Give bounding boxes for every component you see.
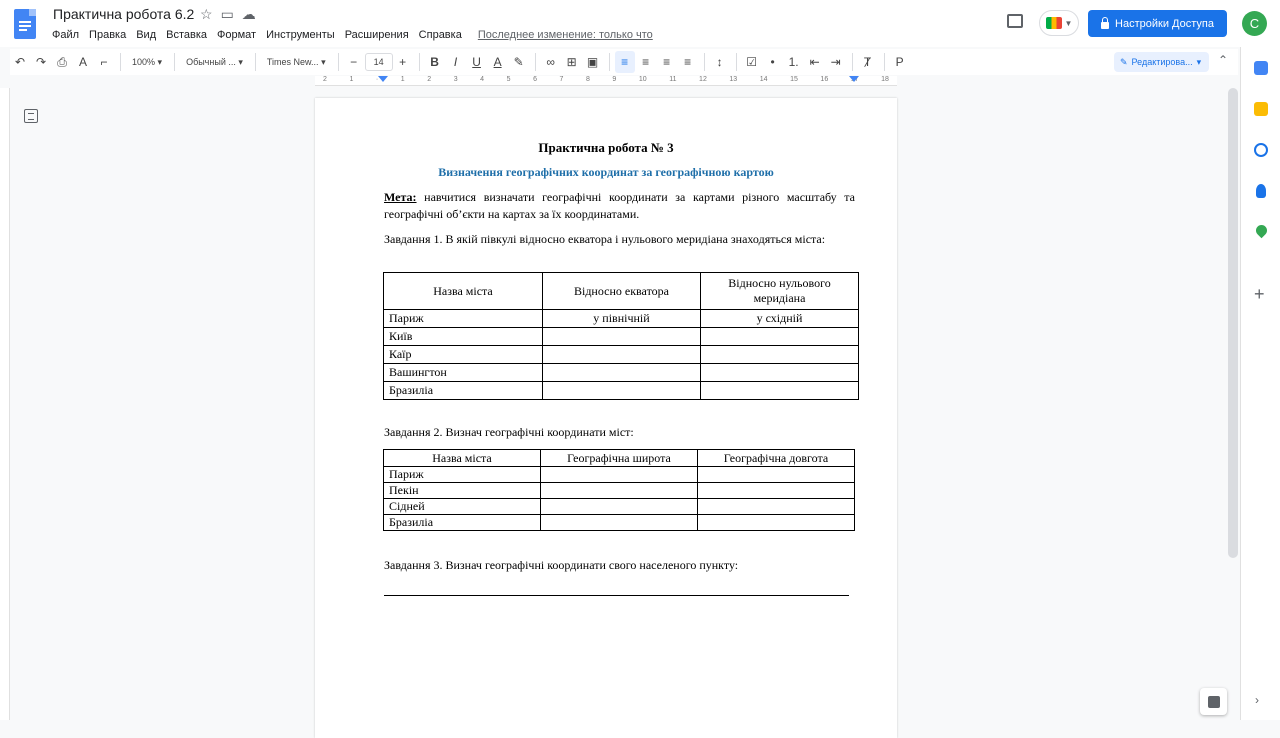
style-value: Обычный ... bbox=[186, 57, 236, 67]
collapse-menu-icon[interactable]: ⌃ bbox=[1218, 53, 1229, 67]
document-outline-icon[interactable] bbox=[24, 109, 38, 123]
ruler-tick: 9 bbox=[612, 76, 617, 83]
table-cell: Каїр bbox=[384, 346, 543, 364]
numbered-list-icon[interactable]: 1. bbox=[788, 55, 799, 69]
maps-icon[interactable] bbox=[1254, 223, 1270, 239]
align-right-icon[interactable]: ≡ bbox=[663, 55, 671, 69]
tasks-icon[interactable] bbox=[1254, 143, 1268, 157]
ruler-tick: 5 bbox=[506, 76, 511, 83]
ruler-tick: 3 bbox=[453, 76, 458, 83]
ruler-ticks bbox=[315, 76, 897, 86]
decrease-indent-icon[interactable]: ⇤ bbox=[809, 55, 820, 69]
explore-button[interactable] bbox=[1200, 688, 1227, 715]
undo-icon[interactable]: ↶ bbox=[14, 55, 26, 69]
menu-format[interactable]: Формат bbox=[217, 29, 257, 41]
table-cell bbox=[701, 346, 859, 364]
menu-extensions[interactable]: Расширения bbox=[344, 29, 409, 41]
checklist-icon[interactable]: ☑ bbox=[746, 55, 757, 69]
comment-history-icon[interactable] bbox=[1007, 14, 1023, 28]
task1-text: Завдання 1. В якій півкулі відносно екватора і нульового меридіана знаходяться міста: bbox=[384, 232, 826, 246]
menu-edit[interactable]: Правка bbox=[89, 29, 127, 41]
share-button-label: Настройки Доступа bbox=[1115, 17, 1214, 30]
ruler-tick: · bbox=[375, 76, 379, 83]
align-justify-icon[interactable]: ≡ bbox=[684, 55, 692, 69]
task3-text: Завдання 3. Визнач географічні координати свого населеного пункту: bbox=[384, 558, 739, 572]
table-cell bbox=[701, 364, 859, 382]
table-cell bbox=[543, 364, 701, 382]
explore-icon bbox=[1208, 696, 1220, 708]
goal-label: Мета: bbox=[384, 190, 417, 204]
calendar-icon[interactable] bbox=[1254, 61, 1268, 75]
add-comment-icon[interactable]: ⊞ bbox=[566, 55, 577, 69]
italic-icon[interactable]: I bbox=[453, 55, 458, 69]
highlight-icon[interactable]: ✎ bbox=[513, 55, 524, 69]
ruler-tick: 17 bbox=[850, 76, 859, 83]
left-indent-marker[interactable] bbox=[378, 76, 388, 82]
decrease-font-size-icon[interactable]: − bbox=[350, 55, 358, 69]
ruler-tick: 13 bbox=[729, 76, 738, 83]
table-row bbox=[384, 382, 859, 400]
table-cell: у північній bbox=[543, 310, 701, 328]
ruler-tick: 6 bbox=[533, 76, 537, 83]
table-header-cell: Назва міста bbox=[384, 450, 541, 467]
table-cell bbox=[543, 346, 701, 364]
table-cell bbox=[701, 328, 859, 346]
share-button[interactable] bbox=[1088, 10, 1227, 37]
ruler-tick: 11 bbox=[669, 76, 677, 83]
ruler-tick: 2 bbox=[427, 76, 432, 83]
bold-icon[interactable]: B bbox=[430, 55, 439, 69]
side-panel bbox=[1240, 47, 1280, 720]
table-header-row bbox=[384, 450, 855, 467]
paint-format-icon[interactable]: ⌐ bbox=[100, 55, 108, 69]
table-header-row bbox=[384, 273, 859, 310]
style-select[interactable]: Обычный ... ▾ bbox=[186, 56, 243, 67]
lock-icon bbox=[1101, 22, 1109, 29]
toolbar bbox=[10, 49, 1238, 75]
chevron-down-icon: ▾ bbox=[1196, 56, 1202, 67]
table-cell bbox=[541, 467, 698, 483]
table-cell: Бразиліа bbox=[384, 515, 541, 531]
menu-file[interactable]: Файл bbox=[52, 29, 80, 41]
clear-formatting-icon[interactable]: Ⱦ bbox=[863, 55, 872, 69]
document-subtitle: Визначення географічних координат за географічною картою bbox=[438, 165, 774, 179]
document-title[interactable]: Практична робота 6.2 bbox=[53, 6, 195, 22]
table-header-cell: Географічна довгота bbox=[698, 450, 855, 467]
table-cell bbox=[698, 515, 855, 531]
table-cell: Пекін bbox=[384, 483, 541, 499]
chevron-down-icon: ▼ bbox=[1064, 18, 1073, 28]
ruler-tick: 15 bbox=[790, 76, 798, 83]
pencil-icon: ✎ bbox=[1120, 56, 1128, 67]
table-cell: Вашингтон bbox=[384, 364, 543, 382]
table-row bbox=[384, 467, 855, 483]
table-header-cell: Назва міста bbox=[384, 273, 543, 310]
table-cell bbox=[701, 382, 859, 400]
zoom-value: 100% bbox=[132, 57, 156, 67]
spellcheck-icon[interactable]: A bbox=[78, 55, 87, 69]
input-tools-icon[interactable]: P bbox=[895, 55, 904, 69]
table-cell: Київ bbox=[384, 328, 543, 346]
vertical-ruler[interactable] bbox=[0, 88, 10, 720]
link-icon[interactable]: ∞ bbox=[546, 55, 555, 69]
font-size-input[interactable]: 14 bbox=[365, 53, 393, 71]
menu-insert[interactable]: Вставка bbox=[166, 29, 208, 41]
insert-image-icon[interactable]: ▣ bbox=[586, 55, 599, 69]
print-icon[interactable]: ⎙ bbox=[57, 54, 67, 69]
scrollbar-thumb[interactable] bbox=[1228, 88, 1238, 558]
zoom-select[interactable]: 100% ▾ bbox=[132, 56, 163, 67]
avatar[interactable]: C bbox=[1242, 11, 1267, 36]
table-row bbox=[384, 328, 859, 346]
table-cell: Бразиліа bbox=[384, 382, 543, 400]
table-cell: Париж bbox=[384, 310, 543, 328]
ruler-tick: 1 bbox=[400, 76, 405, 83]
horizontal-ruler[interactable] bbox=[315, 76, 897, 86]
table-cell bbox=[698, 499, 855, 515]
table-cell: Сідней bbox=[384, 499, 541, 515]
document-heading: Практична робота № 3 bbox=[538, 140, 674, 155]
table-header-cell: Відносно екватора bbox=[543, 273, 701, 310]
ruler-tick: 14 bbox=[759, 76, 768, 83]
contacts-icon[interactable] bbox=[1256, 184, 1266, 198]
table-cell: Париж bbox=[384, 467, 541, 483]
table-cell bbox=[698, 483, 855, 499]
line-spacing-icon[interactable]: ↕ bbox=[716, 55, 723, 69]
font-value: Times New... bbox=[266, 57, 319, 67]
editing-mode-label: Редактирова... bbox=[1131, 57, 1193, 67]
goal-paragraph bbox=[384, 189, 855, 223]
docs-logo-icon[interactable] bbox=[14, 9, 36, 39]
table-cell bbox=[541, 483, 698, 499]
align-left-icon[interactable]: ≡ bbox=[615, 51, 635, 73]
text-color-icon[interactable]: A bbox=[493, 55, 502, 69]
increase-font-size-icon[interactable]: + bbox=[399, 55, 407, 69]
table-cell bbox=[698, 467, 855, 483]
table-row bbox=[384, 483, 855, 499]
table-cell bbox=[543, 328, 701, 346]
table-row bbox=[384, 364, 859, 382]
add-addon-icon[interactable]: + bbox=[1254, 284, 1265, 304]
font-select[interactable]: Times New... ▾ bbox=[266, 56, 326, 67]
menu-view[interactable]: Вид bbox=[136, 29, 157, 41]
ruler-tick: 7 bbox=[559, 76, 564, 83]
ruler-tick: 1 bbox=[349, 76, 354, 83]
underline-icon[interactable]: U bbox=[472, 55, 481, 69]
ruler-tick: 10 bbox=[638, 76, 647, 83]
star-icon[interactable]: ☆ bbox=[200, 6, 213, 22]
table-row bbox=[384, 310, 859, 328]
answer-line bbox=[384, 595, 849, 596]
ruler-tick: 18 bbox=[881, 76, 889, 83]
top-bar bbox=[0, 0, 1280, 47]
ruler-tick: 16 bbox=[820, 76, 829, 83]
table-cell bbox=[541, 515, 698, 531]
table-coordinates bbox=[383, 449, 855, 531]
goal-text: навчитися визначати географічні координати за картами різного масштабу та географічні об’єкти на картах за їх координатами. bbox=[384, 190, 855, 221]
ruler-tick: 2 bbox=[323, 76, 327, 83]
table-cell: у східній bbox=[701, 310, 859, 328]
meet-button[interactable] bbox=[1039, 10, 1079, 36]
menu-tools[interactable]: Инструменты bbox=[266, 29, 335, 41]
table-cell bbox=[543, 382, 701, 400]
chevron-right-icon[interactable]: › bbox=[1255, 693, 1259, 707]
bulleted-list-icon[interactable]: • bbox=[770, 55, 775, 69]
meet-icon bbox=[1046, 17, 1062, 29]
table-header-cell: Відносно нульового меридіана bbox=[701, 273, 859, 310]
right-indent-marker[interactable] bbox=[849, 76, 859, 82]
editing-mode-select[interactable] bbox=[1114, 52, 1209, 72]
table-header-cell: Географічна широта bbox=[541, 450, 698, 467]
last-edit-link[interactable]: Последнее изменение: только что bbox=[477, 29, 653, 41]
ruler-tick: 12 bbox=[699, 76, 707, 83]
keep-icon[interactable] bbox=[1254, 102, 1268, 116]
align-center-icon[interactable]: ≡ bbox=[642, 55, 650, 69]
table-hemispheres bbox=[383, 272, 859, 400]
table-row bbox=[384, 515, 855, 531]
cloud-status-icon[interactable]: ☁ bbox=[241, 6, 256, 22]
task2-text: Завдання 2. Визнач географічні координати міст: bbox=[384, 425, 634, 439]
menu-help[interactable]: Справка bbox=[418, 29, 462, 41]
title-actions bbox=[200, 6, 256, 23]
menu-bar bbox=[52, 29, 663, 41]
ruler-tick: 8 bbox=[585, 76, 590, 83]
redo-icon[interactable]: ↷ bbox=[35, 55, 47, 69]
move-folder-icon[interactable]: ▭ bbox=[220, 6, 234, 22]
document-page[interactable] bbox=[315, 98, 897, 738]
table-row bbox=[384, 499, 855, 515]
increase-indent-icon[interactable]: ⇥ bbox=[830, 55, 841, 69]
table-row bbox=[384, 346, 859, 364]
table-cell bbox=[541, 499, 698, 515]
ruler-tick: 4 bbox=[480, 76, 485, 83]
